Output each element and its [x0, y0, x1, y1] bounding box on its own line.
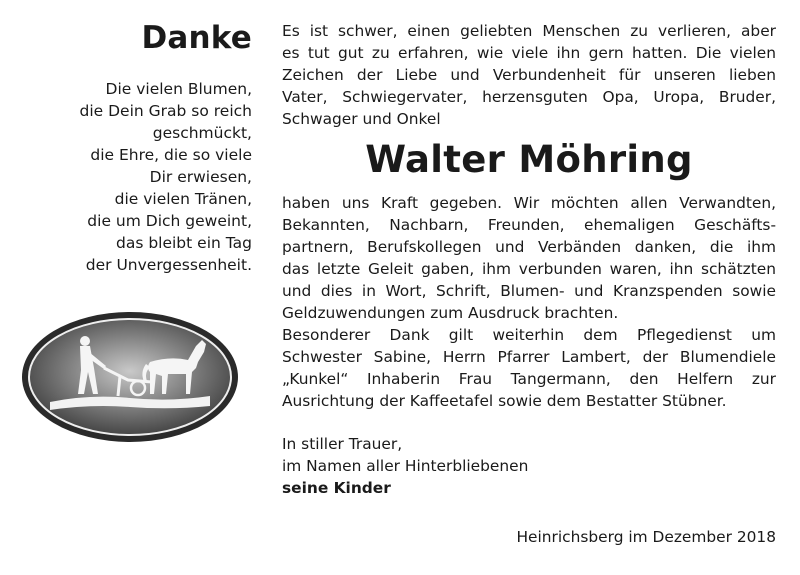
body-line: Besonderer Dank gilt weiterhin dem Pflegedienst um: [282, 326, 776, 345]
poem-line: der Unvergessenheit.: [85, 256, 252, 274]
body-line: und dies in Wort, Schrift, Blumen- und Kranzspenden sowie: [282, 281, 776, 300]
closing-block: [282, 433, 776, 499]
body-line: Bekannten, Nachbarn, Freunden, ehemaligen Geschäfts-: [282, 215, 776, 234]
body-paragraph: [282, 192, 776, 413]
poem: [80, 78, 253, 276]
intro-line: Es ist schwer, einen geliebten Menschen zu verlieren, aber: [282, 22, 776, 40]
poem-line: das bleibt ein Tag: [115, 234, 252, 252]
place-and-date: Heinrichsberg im Dezember 2018: [516, 528, 776, 546]
poem-line: die Dein Grab so reich: [79, 102, 252, 120]
body-line: Ausrichtung der Kaffeetafel sowie dem Bestatter Stübner.: [282, 392, 727, 411]
poem-line: die Ehre, die so viele: [90, 146, 252, 164]
poem-line: die um Dich geweint,: [87, 212, 252, 230]
intro-line: Zeichen der Liebe und Verbundenheit für unseren lieben: [282, 66, 776, 85]
intro-paragraph: [282, 20, 776, 130]
body-line: haben uns Kraft gegeben. Wir möchten allen Verwandten,: [282, 193, 776, 212]
intro-line: Vater, Schwiegervater, herzensguten Opa, Uropa, Bruder,: [282, 88, 776, 107]
deceased-name: Walter Möhring: [365, 138, 693, 182]
right-column: [282, 20, 776, 499]
body-line: Geldzuwendungen zum Ausdruck brachten.: [282, 304, 619, 323]
body-line: „Kunkel“ Inhaberin Frau Tangermann, den Helfern zur: [282, 370, 776, 389]
intro-line: es tut gut zu erfahren, wie viele ihn gern hatten. Die vielen: [282, 44, 776, 63]
poem-line: geschmückt,: [152, 124, 252, 142]
poem-line: Dir erwiesen,: [149, 168, 252, 186]
body-line: das letzte Geleit gaben, ihm verbunden waren, ihn schätzten: [282, 259, 776, 278]
farmer-plowing-emblem-icon: [20, 310, 240, 444]
closing-line: In stiller Trauer,: [282, 434, 403, 453]
poem-line: Die vielen Blumen,: [105, 80, 252, 98]
body-line: Schwester Sabine, Herrn Pfarrer Lambert, der Blumendiele: [282, 348, 776, 367]
signature: seine Kinder: [282, 478, 391, 497]
body-line: partnern, Berufskollegen und Verbänden danken, die ihm: [282, 237, 776, 256]
poem-line: die vielen Tränen,: [114, 190, 252, 208]
closing-line: im Namen aller Hinterbliebenen: [282, 456, 529, 475]
thanks-heading: Danke: [141, 20, 252, 56]
intro-line: Schwager und Onkel: [282, 110, 441, 129]
